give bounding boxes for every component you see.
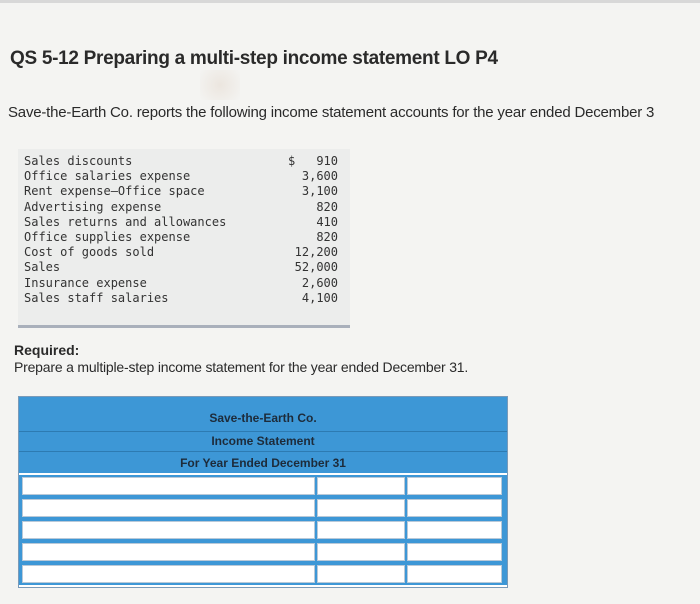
account-row	[18, 200, 350, 214]
amount-input-cell[interactable]	[317, 477, 405, 495]
dollar-sign: $	[288, 154, 296, 168]
photo-glare	[200, 70, 240, 100]
account-row	[18, 291, 350, 305]
account-row	[18, 260, 350, 274]
accounts-table	[18, 149, 350, 328]
account-value: 12,200	[294, 245, 338, 260]
statement-header	[19, 397, 507, 473]
account-value: 820	[316, 199, 338, 214]
account-input-cell[interactable]	[22, 499, 315, 517]
amount-input-cell[interactable]	[317, 565, 405, 583]
account-name: Sales staff salaries	[24, 290, 169, 305]
statement-period: For Year Ended December 31	[180, 456, 346, 470]
amount-input-cell[interactable]	[407, 499, 502, 517]
account-input-cell[interactable]	[22, 477, 315, 495]
account-name: Advertising expense	[24, 199, 162, 214]
statement-row	[19, 563, 507, 585]
account-row	[18, 184, 350, 198]
amount-input-cell[interactable]	[407, 543, 502, 561]
account-name: Cost of goods sold	[24, 245, 155, 260]
amount-input-cell[interactable]	[317, 543, 405, 561]
account-row	[18, 245, 350, 259]
statement-row	[19, 475, 507, 497]
statement-title: Income Statement	[211, 434, 315, 448]
account-value: 3,600	[301, 169, 338, 184]
amount-input-cell[interactable]	[407, 565, 502, 583]
statement-row	[19, 497, 507, 519]
amount-input-cell[interactable]	[407, 521, 502, 539]
account-value: 4,100	[301, 290, 338, 305]
account-row	[18, 215, 350, 229]
intro-text: Save-the-Earth Co. reports the following income statement accounts for the year ended December 3	[8, 104, 655, 121]
account-name: Sales discounts	[24, 154, 133, 168]
account-row	[18, 230, 350, 244]
account-row	[18, 154, 350, 168]
account-value: 3,100	[301, 184, 338, 199]
account-name: Sales	[24, 260, 61, 275]
account-input-cell[interactable]	[22, 565, 315, 583]
account-value: 2,600	[301, 275, 338, 290]
amount-input-cell[interactable]	[317, 521, 405, 539]
required-text: Prepare a multiple-step income statement for the year ended December 31.	[14, 359, 469, 375]
account-value: 52,000	[294, 260, 338, 275]
account-value: 820	[316, 230, 338, 244]
top-divider	[0, 0, 700, 3]
account-value: 910	[316, 154, 338, 168]
amount-input-cell[interactable]	[407, 477, 502, 495]
account-name: Sales returns and allowances	[24, 214, 227, 229]
account-row	[18, 169, 350, 183]
statement-row	[19, 541, 507, 563]
account-input-cell[interactable]	[22, 521, 315, 539]
account-name: Rent expense—Office space	[24, 184, 205, 199]
header-divider	[19, 431, 507, 432]
account-name: Insurance expense	[24, 275, 147, 290]
account-row	[18, 276, 350, 290]
statement-company: Save-the-Earth Co.	[209, 411, 317, 425]
account-name: Office salaries expense	[24, 169, 191, 184]
account-value: 410	[316, 214, 338, 229]
account-name: Office supplies expense	[24, 230, 191, 244]
account-input-cell[interactable]	[22, 543, 315, 561]
required-label: Required:	[14, 342, 80, 358]
income-statement-form	[18, 396, 508, 588]
statement-row	[19, 519, 507, 541]
amount-input-cell[interactable]	[317, 499, 405, 517]
page-title: QS 5-12 Preparing a multi-step income statement LO P4	[10, 48, 498, 69]
header-divider	[19, 451, 507, 452]
